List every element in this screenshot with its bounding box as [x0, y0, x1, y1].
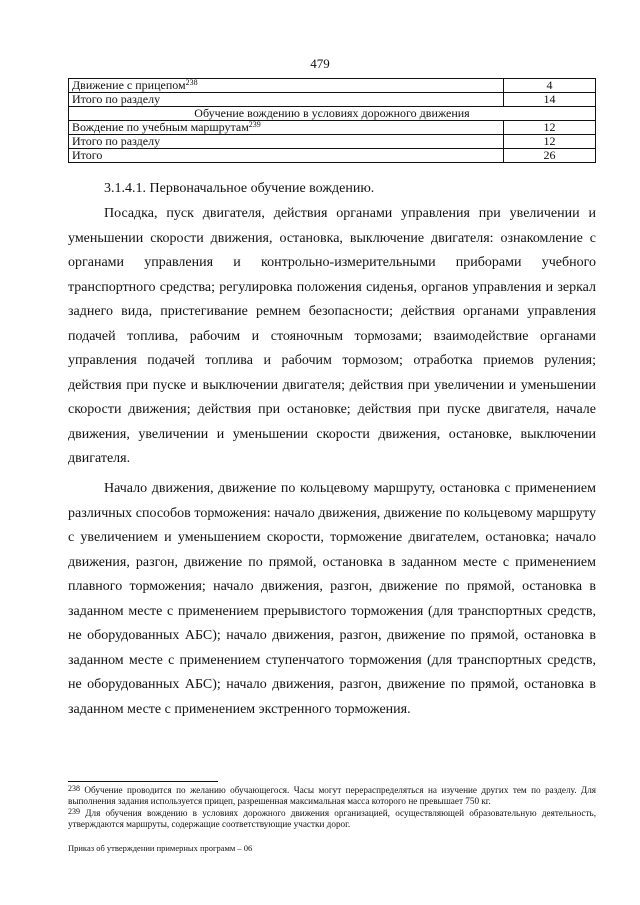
table-row	[69, 135, 596, 149]
table-cell-value: 12	[504, 135, 596, 149]
table-cell-name: Итого	[69, 149, 504, 163]
table-row	[69, 149, 596, 163]
table-section-title: Обучение вождению в условиях дорожного движения	[69, 107, 596, 121]
table-cell-name: Итого по разделу	[69, 135, 504, 149]
table-cell-name	[69, 121, 504, 135]
section-heading: 3.1.4.1. Первоначальное обучение вождению.	[104, 181, 375, 196]
footnote-ref[interactable]: 239	[248, 120, 261, 129]
body-paragraph: Начало движения, движение по кольцевому маршруту, остановка с применением различных способов торможения: начало движения, движение по кольцевому маршруту с увеличением и уменьшением скорости, торможение двигателем, остановка; начало движения, разгон, движение по прямой, остановка в заданном месте с применением плавного торможения; начало движения, разгон, движение по прямой, остановка в заданном месте с применением прерывистого торможения (для транспортных средств, не оборудованных АБС); начало движения, разгон, движение по прямой, остановка в заданном месте с применением ступенчатого торможения (для транспортных средств, не оборудованных АБС); начало движения, разгон, движение по прямой, остановка в заданном месте с применением экстренного торможения.	[68, 481, 596, 717]
footnote-divider	[68, 781, 218, 782]
table-cell-value: 26	[504, 149, 596, 163]
table-row	[69, 93, 596, 107]
hours-table	[68, 78, 596, 163]
table-section-row	[69, 107, 596, 121]
table-cell-value: 14	[504, 93, 596, 107]
body-paragraph: Посадка, пуск двигателя, действия органами управления при увеличении и уменьшении скорости движения, остановка, выключение двигателя: ознакомление с органами управления и контрольно-измерительными приборами учебного транспортного средства; регулировка положения сиденья, органов управления и зеркал заднего вида, пристегивание ремнем безопасности; действия органами управления подачей топлива, рабочим и стояночным тормозами; взаимодействие органами управления подачей топлива и рабочим тормозом; отработка приемов руления; действия при пуске и выключении двигателя; действия при увеличении и уменьшении скорости движения; действия при остановке; действия при пуске двигателя, начале движения, увеличении и уменьшении скорости движения, остановке, выключении двигателя.	[68, 206, 596, 466]
table-row	[69, 79, 596, 93]
table-cell-value: 4	[504, 79, 596, 93]
table-cell-name	[69, 79, 504, 93]
table-row	[69, 121, 596, 135]
page-footer: Приказ об утверждении примерных программ – 06	[68, 843, 253, 853]
footnote	[68, 785, 596, 807]
footnote	[68, 808, 596, 830]
footnote-text: Обучение проводится по желанию обучающегося. Часы могут перераспределяться на изучение других тем по разделу. Для выполнения задания используется прицеп, разрешенная максимальная масса которого не превышает 750 кг.	[68, 785, 596, 806]
footnote-mark: 238	[68, 784, 80, 793]
table-cell-value: 12	[504, 121, 596, 135]
footnote-ref[interactable]: 238	[185, 78, 198, 87]
footnote-text: Для обучения вождению в условиях дорожного движения организацией, осуществляющей образовательную деятельность, утверждаются маршруты, содержащие соответствующие участки дорог.	[68, 808, 597, 829]
row-label: Вождение по учебным маршрутам	[72, 120, 249, 134]
footnote-mark: 239	[68, 807, 80, 816]
row-label: Движение с прицепом	[72, 78, 186, 92]
table-cell-name: Итого по разделу	[69, 93, 504, 107]
page-number: 479	[310, 56, 330, 71]
